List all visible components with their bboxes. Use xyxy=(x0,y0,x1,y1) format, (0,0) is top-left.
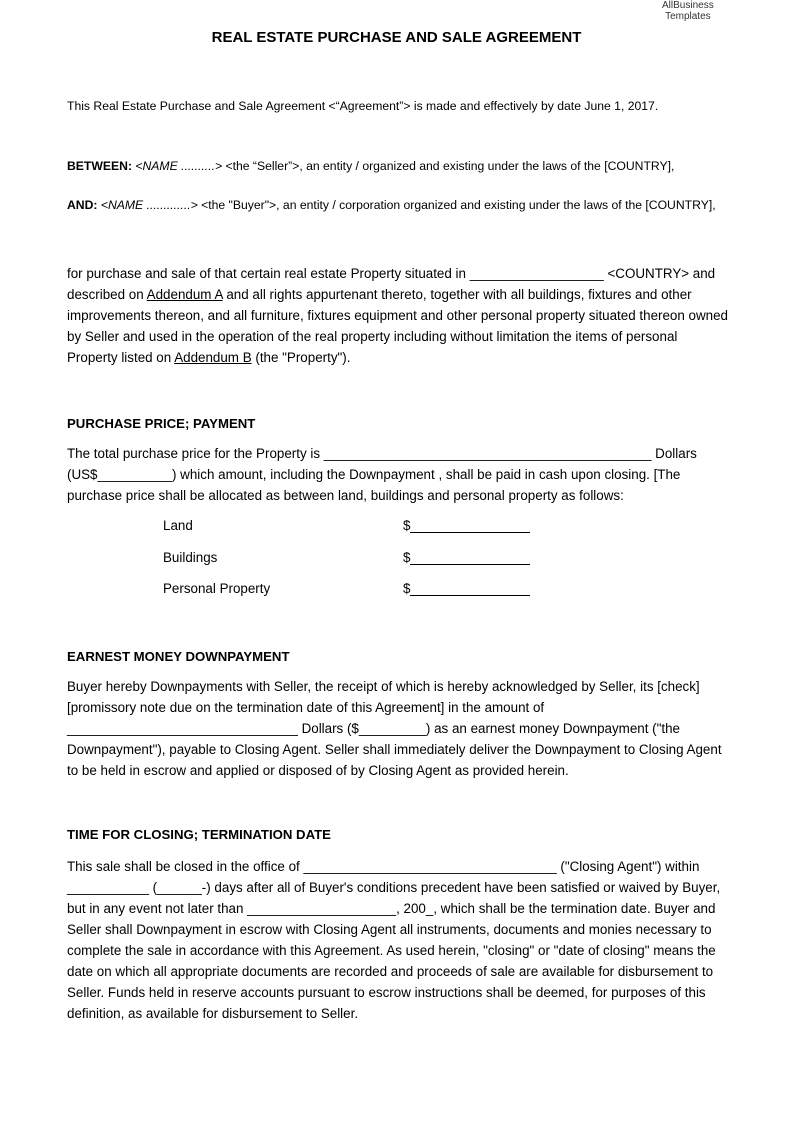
purchase-price-paragraph: The total purchase price for the Property is ____________________________________________ Dollars (US$__________) which amount, including the Downpayment , shall be paid in cash upon closing. [The purchase price shall be allocated as between land, buildings and personal property as follows: xyxy=(67,446,697,503)
purchase-price-heading: PURCHASE PRICE; PAYMENT xyxy=(67,416,256,431)
property-text-3: (the "Property"). xyxy=(251,350,351,365)
and-text: <the "Buyer">, an entity / corporation organized and existing under the laws of the [COUNTRY], xyxy=(197,198,716,212)
between-paragraph xyxy=(67,157,729,176)
blank-line xyxy=(410,550,530,565)
property-text-1: for purchase and sale of that certain real estate Property situated in __________________ <COUNTRY> and described on xyxy=(67,266,716,302)
addendum-a-link: Addendum A xyxy=(146,287,223,302)
allocation-label: Personal Property xyxy=(163,581,271,596)
allocation-amount-field: $ xyxy=(403,550,530,565)
buyer-name-placeholder: <NAME .............> xyxy=(97,198,198,212)
seller-name-placeholder: <NAME ..........> xyxy=(132,159,223,173)
blank-line xyxy=(410,581,530,596)
document-title: REAL ESTATE PURCHASE AND SALE AGREEMENT xyxy=(211,29,582,46)
allocation-row-land xyxy=(163,518,543,538)
allocation-amount-field: $ xyxy=(403,581,530,596)
and-label: AND: xyxy=(67,198,98,212)
allocation-label: Land xyxy=(163,518,193,533)
allocation-label: Buildings xyxy=(163,550,218,565)
allbusiness-logo xyxy=(662,0,714,22)
between-label: BETWEEN: xyxy=(67,159,132,173)
logo-line-2: Templates xyxy=(665,11,711,22)
property-paragraph xyxy=(67,263,729,368)
logo-line-1: AllBusiness xyxy=(662,0,714,11)
earnest-money-paragraph: Buyer hereby Downpayments with Seller, the receipt of which is hereby acknowledged by Seller, its [check] [promissory note due on the termination date of this Agreement] in the amount of _______________________________ Dollars ($_________) as an earnest money Downpayment ("the Downpayment"), payable to Closing Agent. Seller shall immediately deliver the Downpayment to Closing Agent to be held in escrow and applied or disposed of by Closing Agent as provided herein. xyxy=(67,679,722,778)
and-paragraph xyxy=(67,196,729,215)
between-text: <the “Seller”>, an entity / organized and existing under the laws of the [COUNTRY], xyxy=(222,159,675,173)
allocation-row-personal-property xyxy=(163,581,543,601)
allocation-row-buildings xyxy=(163,550,543,570)
addendum-b-link: Addendum B xyxy=(174,350,252,365)
blank-line xyxy=(410,518,530,533)
earnest-money-heading: EARNEST MONEY DOWNPAYMENT xyxy=(67,649,290,664)
property-text-2: and all rights appurtenant thereto, together with all buildings, fixtures and other improvements thereon, and all furniture, fixtures equipment and other personal property situated thereon owned by Seller and used in the operation of the real property including without limitation the items of personal Property listed on xyxy=(67,287,728,365)
intro-paragraph: This Real Estate Purchase and Sale Agreement <“Agreement”> is made and effectively by date June 1, 2017. xyxy=(67,99,659,113)
allocation-amount-field: $ xyxy=(403,518,530,533)
closing-paragraph: This sale shall be closed in the office of __________________________________ ("Closing Agent") within ___________ (______-) days after all of Buyer's conditions precedent have been satisfied or waived by Buyer, but in any event not later than ____________________, 200_, which shall be the termination date. Buyer and Seller shall Downpayment in escrow with Closing Agent all instruments, documents and monies necessary to complete the sale in accordance with this Agreement. As used herein, "closing" or "date of closing" means the date on which all appropriate documents are recorded and proceeds of sale are available for disbursement to Seller. Funds held in reserve accounts pursuant to escrow instructions shall be deemed, for purposes of this definition, as available for disbursement to Seller. xyxy=(67,859,721,1021)
closing-heading: TIME FOR CLOSING; TERMINATION DATE xyxy=(67,827,331,842)
